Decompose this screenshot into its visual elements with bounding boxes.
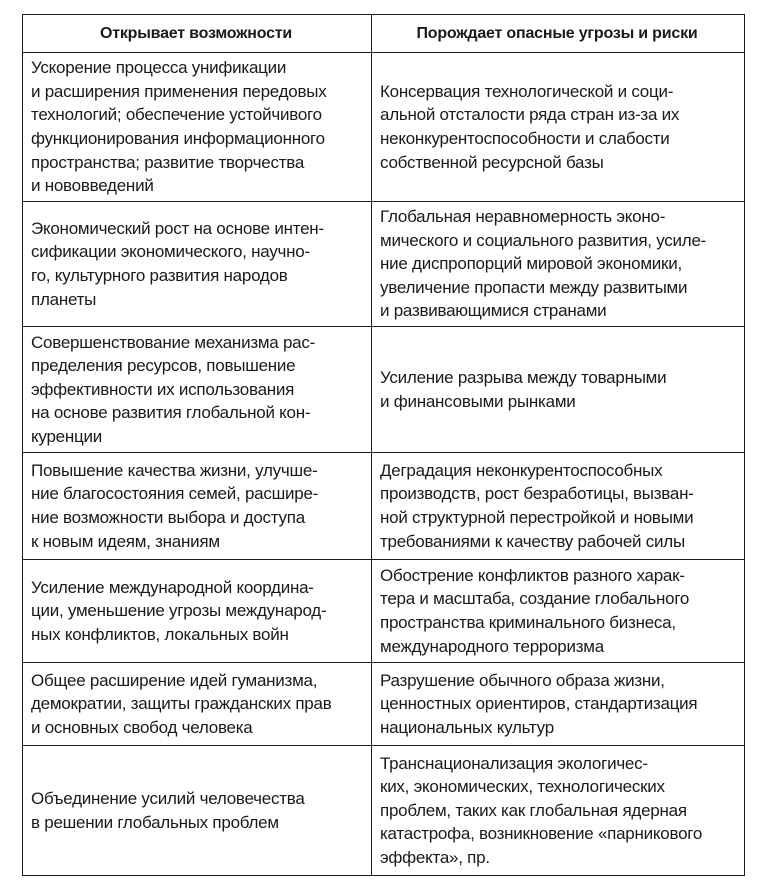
- threat-cell: [372, 202, 745, 327]
- threat-cell: [372, 453, 745, 560]
- opportunity-cell: [23, 746, 372, 876]
- threat-text: Глобальная неравномерность эконо- мического и социального развития, усиле- ние диспропорций мировой экономики, увеличение пропасти между развитыми и развивающимися странами: [380, 207, 707, 321]
- table-row: [23, 746, 745, 876]
- table-row: [23, 53, 745, 202]
- table-row: [23, 453, 745, 560]
- threat-text: Усиление разрыва между товарными и финансовыми рынками: [380, 367, 667, 411]
- threat-text: Консервация технологической и соци- альной отсталости ряда стран из-за их неконкурентоспособности и слабости собственной ресурсной базы: [380, 81, 680, 172]
- document-page: [22, 14, 744, 876]
- header-opportunities: Открывает возможности: [23, 15, 372, 53]
- opportunity-cell: [23, 53, 372, 202]
- table-row: [23, 560, 745, 663]
- opportunity-cell: [23, 560, 372, 663]
- opportunity-text: Ускорение процесса унификации и расширения применения передовых технологий; обеспечение устойчивого функционирования информационного пространства; развитие творчества и нововведений: [31, 58, 327, 196]
- table-row: [23, 202, 745, 327]
- threat-cell: [372, 663, 745, 746]
- threat-text: Разрушение обычного образа жизни, ценностных ориентиров, стандартизация национальных культур: [380, 670, 698, 737]
- threat-text: Деградация неконкурентоспособных производств, рост безработицы, вызван- ной структурной перестройкой и новыми требованиями к качеству рабочей силы: [380, 460, 694, 551]
- table-header-row: [23, 15, 745, 53]
- opportunity-cell: [23, 453, 372, 560]
- header-threats: Порождает опасные угрозы и риски: [372, 15, 745, 53]
- threat-cell: [372, 560, 745, 663]
- opportunity-cell: [23, 327, 372, 453]
- comparison-table: [22, 14, 745, 876]
- threat-cell: [372, 327, 745, 453]
- opportunity-text: Совершенствование механизма рас- пределения ресурсов, повышение эффективности их использования на основе развития глобальной кон- куренции: [31, 332, 316, 446]
- opportunity-cell: [23, 202, 372, 327]
- opportunity-text: Повышение качества жизни, улучше- ние благосостояния семей, расшире- ние возможности выбора и доступа к новым идеям, знаниям: [31, 460, 319, 551]
- opportunity-text: Общее расширение идей гуманизма, демократии, защиты гражданских прав и основных свобод человека: [31, 670, 332, 737]
- opportunity-text: Экономический рост на основе интен- сификации экономического, научно- го, культурного развития народов планеты: [31, 218, 324, 309]
- threat-text: Обострение конфликтов разного харак- тера и масштаба, создание глобального пространства криминального бизнеса, международного терроризма: [380, 565, 690, 656]
- threat-text: Транснационализация экологичес- ких, экономических, технологических проблем, таких как глобальная ядерная катастрофа, возникновение «парникового эффекта», пр.: [380, 753, 703, 867]
- threat-cell: [372, 53, 745, 202]
- opportunity-text: Объединение усилий человечества в решении глобальных проблем: [31, 788, 305, 832]
- threat-cell: [372, 746, 745, 876]
- table-row: [23, 327, 745, 453]
- opportunity-cell: [23, 663, 372, 746]
- opportunity-text: Усиление международной координа- ции, уменьшение угрозы международ- ных конфликтов, локальных войн: [31, 577, 327, 644]
- table-row: [23, 663, 745, 746]
